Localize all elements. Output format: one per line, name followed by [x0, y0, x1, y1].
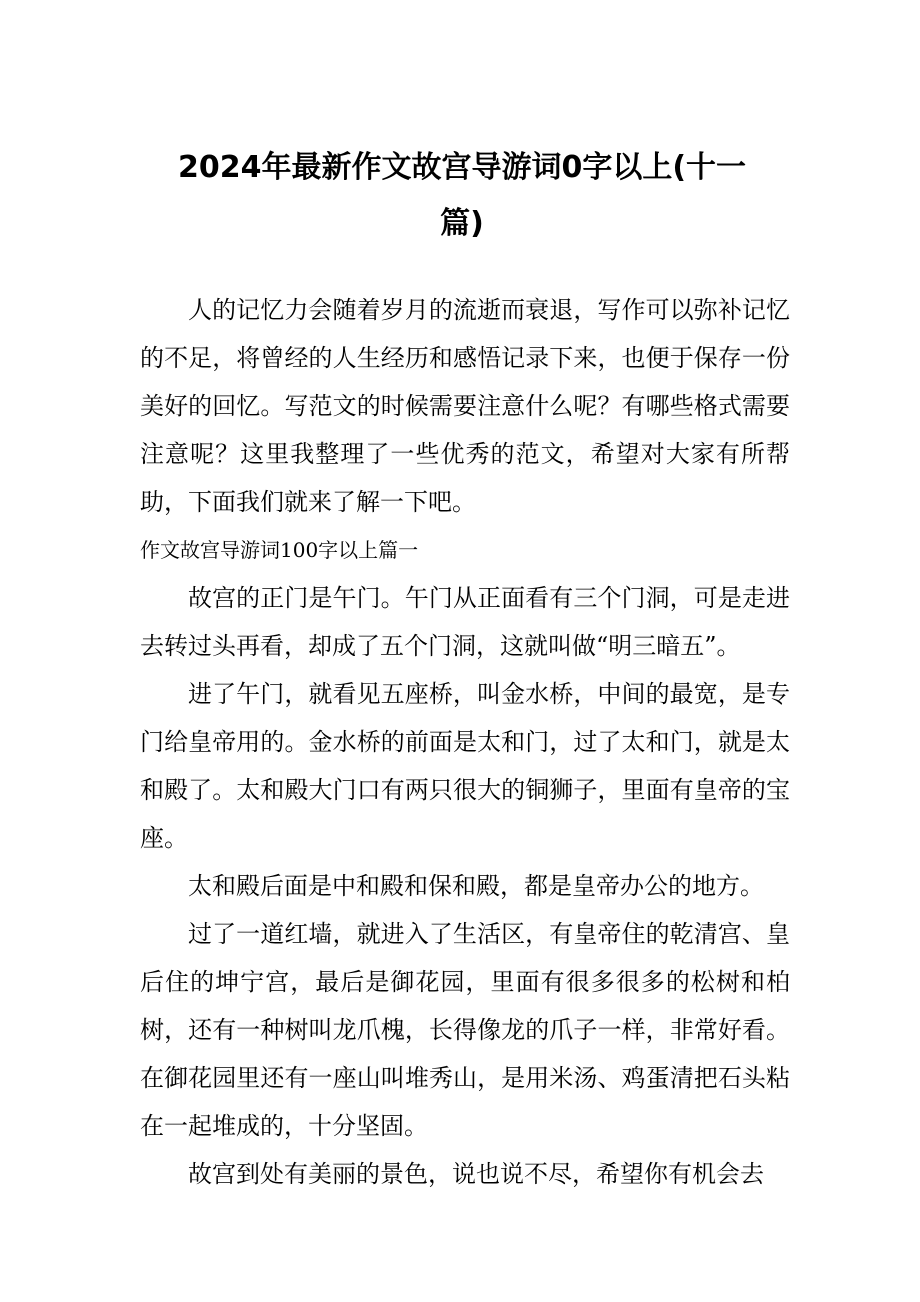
title-line-1: 2024年最新作文故宫导游词0字以上(十一 — [177, 150, 747, 185]
section-heading: 作文故宫导游词100字以上篇一 — [140, 538, 419, 562]
intro-paragraph: 人的记忆力会随着岁月的流逝而衰退，写作可以弥补记忆的不足，将曾经的人生经历和感悟记录下来，也便于保存一份美好的回忆。写范文的时候需要注意什么呢？有哪些格式需要注意呢？这里我整理了一些优秀的范文，希望对大家有所帮助，下面我们就来了解一下吧。 — [140, 296, 790, 516]
document-body — [140, 286, 790, 1198]
body-paragraph: 太和殿后面是中和殿和保和殿，都是皇帝办公的地方。 — [188, 872, 764, 900]
title-line-2: 篇) — [440, 206, 484, 241]
body-paragraph: 故宫到处有美丽的景色，说也说不尽，希望你有机会去 — [188, 1160, 764, 1188]
document-title — [140, 140, 784, 252]
body-paragraph: 进了午门，就看见五座桥，叫金水桥，中间的最宽，是专门给皇帝用的。金水桥的前面是太和门，过了太和门，就是太和殿了。太和殿大门口有两只很大的铜狮子，里面有皇帝的宝座。 — [140, 680, 790, 852]
body-paragraph: 过了一道红墙，就进入了生活区，有皇帝住的乾清宫、皇后住的坤宁宫，最后是御花园，里面有很多很多的松树和柏树，还有一种树叫龙爪槐，长得像龙的爪子一样，非常好看。在御花园里还有一座山叫堆秀山，是用米汤、鸡蛋清把石头粘在一起堆成的，十分坚固。 — [140, 920, 790, 1140]
body-paragraph: 故宫的正门是午门。午门从正面看有三个门洞，可是走进去转过头再看，却成了五个门洞，这就叫做“明三暗五”。 — [140, 584, 790, 660]
